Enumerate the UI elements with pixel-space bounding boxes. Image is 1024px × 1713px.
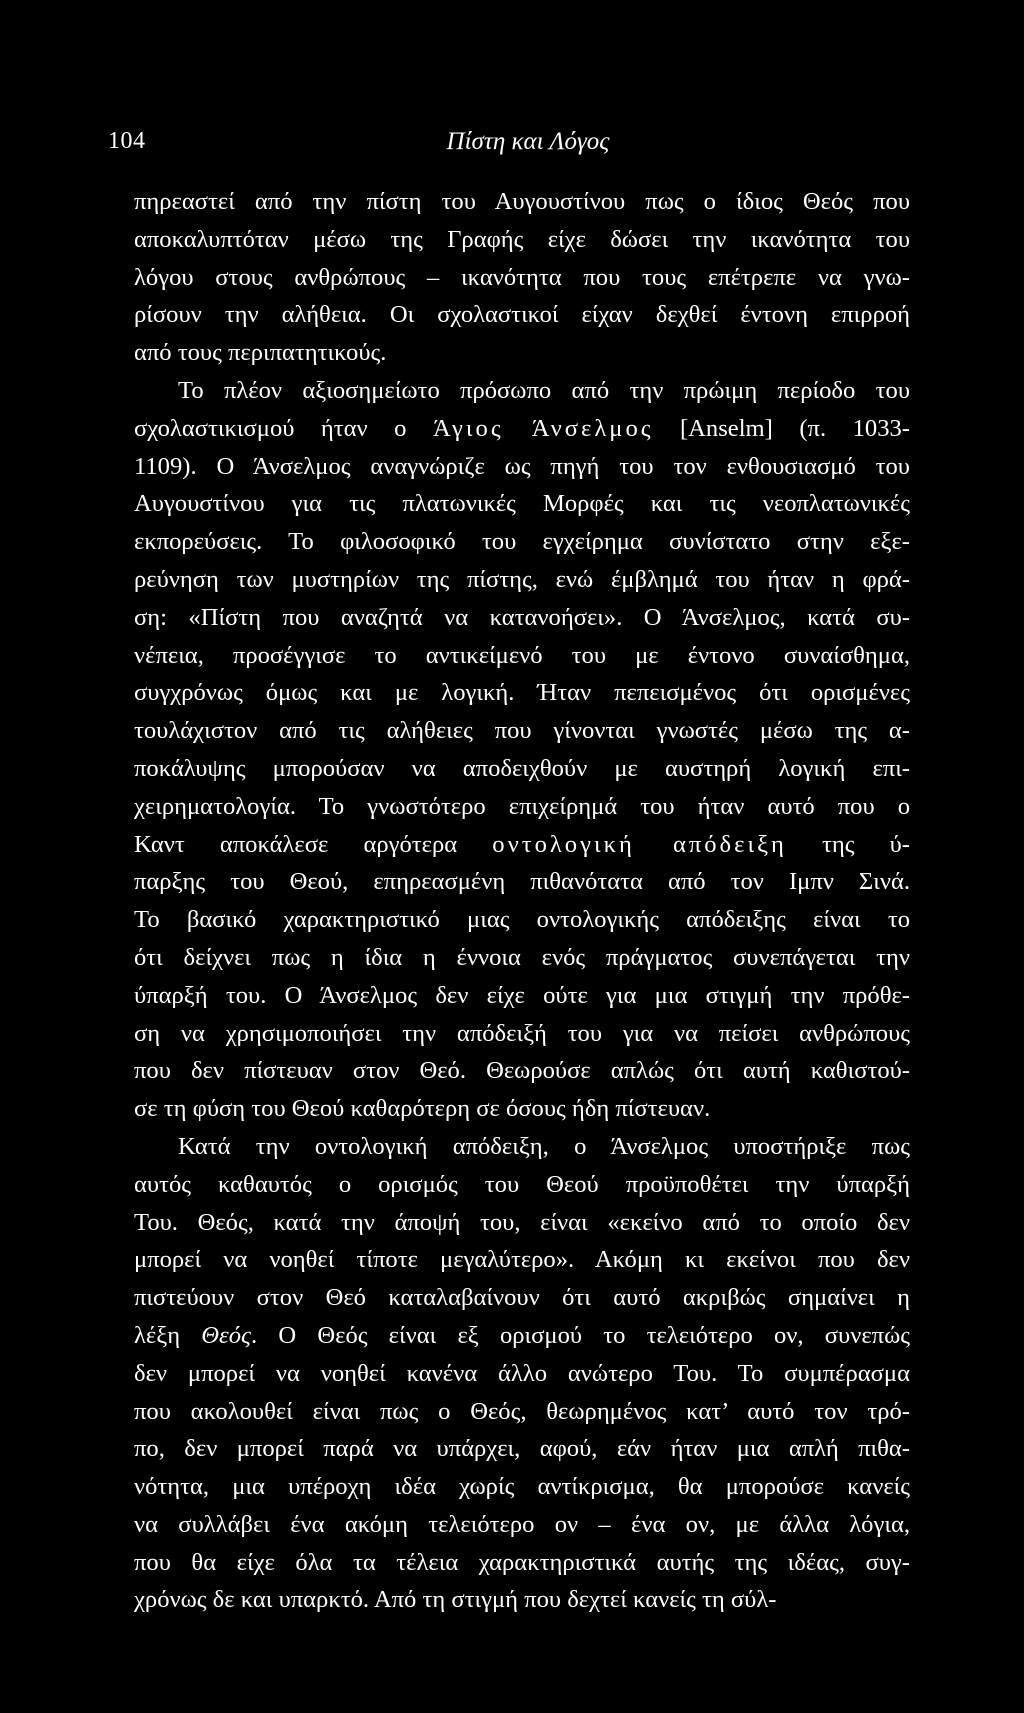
text-line: μπορεί να νοηθεί τίποτε μεγαλύτερο». Ακόμη κι εκείνοι που δεν — [134, 1246, 910, 1274]
text-line: πηρεαστεί από την πίστη του Αυγουστίνου πως ο ίδιος Θεός που — [134, 188, 910, 215]
text-line: ση: «Πίστη που αναζητά να κατανοήσει». Ο Άνσελμος, κατά συ- — [134, 603, 910, 631]
text-line: ρίσουν την αλήθεια. Οι σχολαστικοί είχαν δεχθεί έντονη επιρροή — [134, 301, 910, 329]
text-line: ύπαρξή του. Ο Άνσελμος δεν είχε ούτε για μια στιγμή την πρόθε- — [134, 981, 910, 1009]
text-segment: σχολαστικισμού ήταν ο — [134, 414, 433, 442]
text-line: αυτός καθαυτός ο ορισμός του Θεού προϋποθέτει την ύπαρξή — [134, 1170, 910, 1198]
text-line: παρξης του Θεού, επηρεασμένη πιθανότατα από τον Ιμπν Σινά. — [134, 868, 910, 896]
text-line: που θα είχε όλα τα τέλεια χαρακτηριστικά αυτής της ιδέας, συγ- — [134, 1548, 910, 1576]
text-line: πο, δεν μπορεί παρά να υπάρχει, αφού, εάν ήταν μια απλή πιθα- — [134, 1435, 910, 1463]
emphasized-term: Άγιος Άνσελμος — [432, 414, 654, 442]
text-line: λόγου στους ανθρώπους – ικανότητα που τους επέτρεπε να γνω- — [134, 263, 910, 291]
text-line: ρεύνηση των μυστηρίων της πίστης, ενώ έμβλημά του ήταν η φρά- — [134, 565, 910, 593]
text-segment: λέξη — [134, 1321, 202, 1349]
body-text — [134, 183, 910, 1619]
page-header — [108, 128, 908, 168]
text-line: νέπεια, προσέγγισε το αντικείμενό του με έντονο συναίσθημα, — [134, 641, 910, 669]
text-line: Το πλέον αξιοσημείωτο πρόσωπο από την πρώιμη περίοδο του — [178, 376, 910, 404]
text-line: από τους περιπατητικούς. — [134, 339, 387, 367]
text-line: τουλάχιστον από τις αλήθειες που γίνονται γνωστές μέσω της α- — [134, 717, 910, 745]
text-line: χειρηματολογία. Το γνωστότερο επιχείρημά του ήταν αυτό που ο — [134, 792, 910, 820]
text-line: Κατά την οντολογική απόδειξη, ο Άνσελμος υποστήριξε πως — [178, 1132, 910, 1160]
text-segment: της ύ- — [786, 830, 911, 858]
text-segment: [Anselm] (π. 1033- — [653, 414, 910, 442]
text-segment: . Ο Θεός είναι εξ ορισμού το τελειότερο ον, συνεπώς — [251, 1321, 910, 1349]
text-line: συγχρόνως όμως και με λογική. Ήταν πεπεισμένος ότι ορισμένες — [134, 679, 910, 707]
text-line: πιστεύουν στον Θεό καταλαβαίνουν ότι αυτό ακριβώς σημαίνει η — [134, 1284, 910, 1312]
text-line: που ακολουθεί είναι πως ο Θεός, θεωρημένος κατ’ αυτό τον τρό- — [134, 1397, 910, 1425]
text-line — [134, 1317, 910, 1355]
text-line: ότι δείχνει πως η ίδια η έννοια ενός πράγματος συνεπάγεται την — [134, 943, 910, 971]
text-line: σε τη φύση του Θεού καθαρότερη σε όσους ήδη πίστευαν. — [134, 1095, 711, 1123]
text-line: ποκάλυψης μπορούσαν να αποδειχθούν με αυστηρή λογική επι- — [134, 754, 910, 782]
text-line: χρόνως δε και υπαρκτό. Από τη στιγμή που δεχτεί κανείς τη σύλ- — [134, 1586, 777, 1614]
text-line: εκπορεύσεις. Το φιλοσοφικό του εγχείρημα συνίστατο στην εξε- — [134, 528, 910, 556]
text-line: που δεν πίστευαν στον Θεό. Θεωρούσε απλώς ότι αυτή καθιστού- — [134, 1057, 910, 1085]
page-number: 104 — [108, 128, 146, 154]
text-segment: Καντ αποκάλεσε αργότερα — [134, 830, 493, 858]
running-head: Πίστη και Λόγος — [446, 128, 610, 155]
text-line: ση να χρησιμοποιήσει την απόδειξή του για να πείσει ανθρώπους — [134, 1019, 910, 1047]
italic-term: Θεός — [201, 1321, 252, 1349]
text-line — [134, 410, 910, 448]
emphasized-term: οντολογική απόδειξη — [492, 830, 787, 858]
text-line: αποκαλυπτόταν μέσω της Γραφής είχε δώσει την ικανότητα του — [134, 225, 910, 253]
text-line: Αυγουστίνου για τις πλατωνικές Μορφές και τις νεοπλατωνικές — [134, 490, 910, 518]
text-line: 1109). Ο Άνσελμος αναγνώριζε ως πηγή του τον ενθουσιασμό του — [134, 452, 910, 480]
text-line: Το βασικό χαρακτηριστικό μιας οντολογικής απόδειξης είναι το — [134, 906, 910, 934]
text-line: να συλλάβει ένα ακόμη τελειότερο ον – ένα ον, με άλλα λόγια, — [134, 1510, 910, 1538]
text-line: δεν μπορεί να νοηθεί κανένα άλλο ανώτερο Του. Το συμπέρασμα — [134, 1359, 910, 1387]
text-line: Του. Θεός, κατά την άποψή του, είναι «εκείνο από το οποίο δεν — [134, 1208, 910, 1236]
text-line — [134, 826, 910, 864]
text-line: νότητα, μια υπέροχη ιδέα χωρίς αντίκρισμα, θα μπορούσε κανείς — [134, 1473, 910, 1501]
